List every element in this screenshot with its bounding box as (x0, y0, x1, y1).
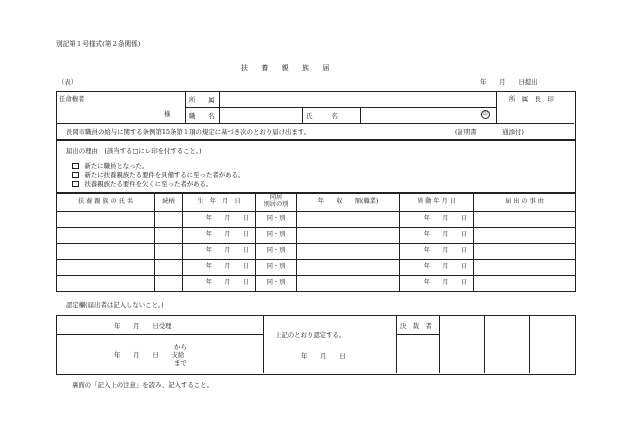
col-change-date: 異 動 年 月 日 (400, 193, 474, 212)
decider-label: 決 裁 者 (400, 322, 432, 330)
period-from: から (174, 343, 187, 351)
col-relation: 続柄 (155, 193, 183, 212)
submission-date: 年 月 日提出 (480, 78, 538, 86)
received-date: 年 月 日受理 (114, 322, 172, 330)
approval-heading: 認定欄(届出者は記入しないこと。) (66, 301, 164, 309)
sama-label: 様 (164, 110, 171, 118)
dept-head-seal-label: 所 属 長 印 (509, 95, 554, 103)
col-cohab: 同居 別居の別 (256, 193, 297, 212)
form-number: 別記第１号様式(第２条関係) (56, 40, 141, 48)
certified-date: 年 月 日 (301, 352, 346, 360)
personal-seal (481, 110, 490, 119)
side-label: （表） (58, 78, 78, 86)
table-row: 年 月 日 同・別 年 月 日 (57, 212, 576, 228)
certificate-note: (証明書 通添付) (455, 128, 524, 136)
table-row: 年 月 日 同・別 年 月 日 (57, 276, 576, 292)
col-birth: 生 年 月 日 (183, 193, 256, 212)
checkbox-icon[interactable] (72, 181, 79, 188)
payment-period: 年 月 日 支給 (114, 351, 185, 359)
period-until: まで (174, 359, 187, 367)
appointer-label: 任命権者 (59, 95, 85, 103)
col-income: 年 収 額(職業) (297, 193, 400, 212)
table-row: 年 月 日 同・別 年 月 日 (57, 244, 576, 260)
col-reason: 届 出 の 事 由 (474, 193, 576, 212)
reason-item[interactable]: 新たに扶養親族たる要件を具備するに至った者がある。 (72, 170, 244, 179)
form-title: 扶 養 親 族 届 (241, 64, 330, 72)
statement-text: 長岡市職員の給与に関する条例第15条第１項の規定に基づき次のとおり届け出ます。 (66, 128, 311, 136)
name-label: 氏 名 (306, 112, 338, 120)
checkbox-icon[interactable] (72, 163, 79, 170)
reason-item[interactable]: 新たに職員となった。 (72, 161, 148, 170)
reason-item[interactable]: 扶養親族たる要件を欠くに至った者がある。 (72, 179, 212, 188)
job-title-label: 職 名 (189, 112, 215, 120)
table-row: 年 月 日 同・別 年 月 日 (57, 228, 576, 244)
seal-mark: 印 (481, 110, 490, 119)
col-name: 扶 養 親 族 の 氏 名 (57, 193, 155, 212)
dependents-table (56, 192, 576, 292)
affiliation-label: 所 属 (189, 96, 215, 104)
table-header-row (57, 193, 576, 212)
certified-text: 上記のとおり認定する。 (275, 331, 346, 339)
footer-note: 裏面の「記入上の注意」を読み、記入すること。 (72, 381, 213, 389)
table-row: 年 月 日 同・別 年 月 日 (57, 260, 576, 276)
checkbox-icon[interactable] (72, 172, 79, 179)
reasons-heading: 届出の理由 (該当する□にレ印を付すること。) (66, 147, 202, 155)
